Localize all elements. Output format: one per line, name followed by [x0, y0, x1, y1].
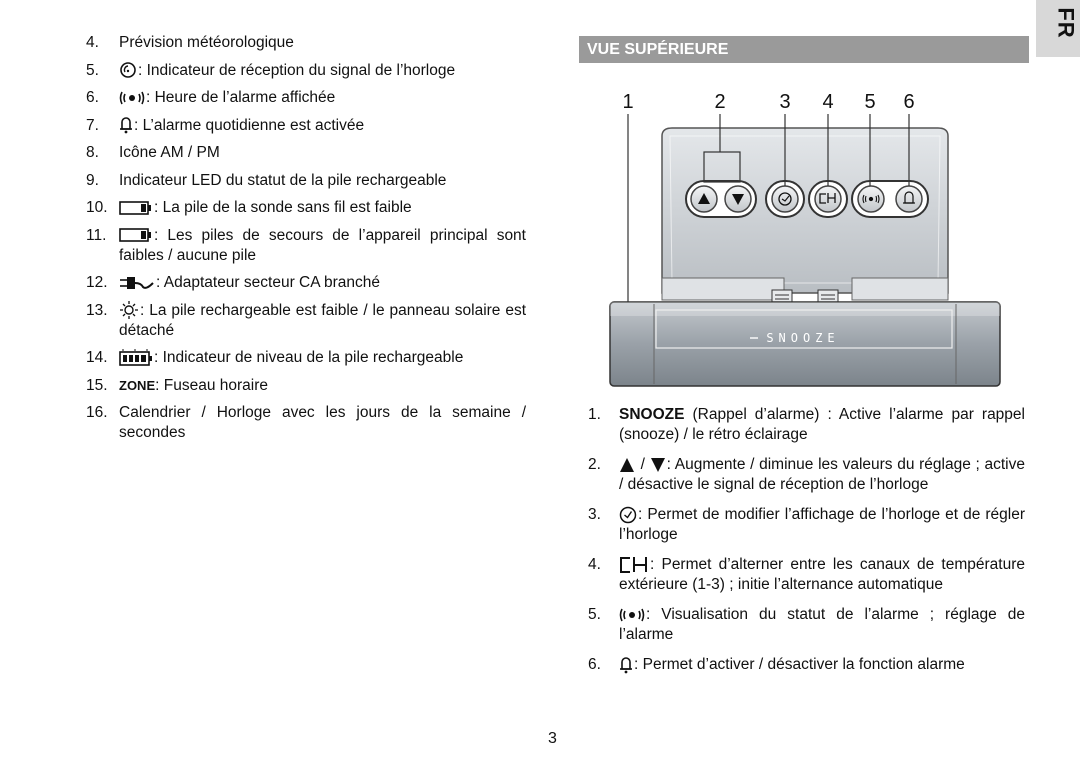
snooze-label: SNOOZE	[766, 331, 840, 345]
item-text: : Permet de modifier l’affichage de l’horloge et de régler l’horloge	[619, 506, 1025, 543]
item-number: 1.	[588, 406, 601, 423]
callout-5: 5	[864, 91, 876, 113]
item-number: 6.	[588, 656, 601, 673]
item-number: 7.	[86, 116, 99, 134]
up-arrow-icon	[619, 457, 635, 473]
item-number: 5.	[588, 606, 601, 623]
arrow-separator: /	[636, 456, 650, 473]
list-item	[86, 88, 526, 108]
battery-low-icon	[119, 200, 153, 216]
list-item	[588, 555, 1025, 595]
list-item	[86, 33, 526, 53]
clock-button[interactable]	[772, 186, 798, 212]
item-number: 6.	[86, 89, 99, 106]
item-number: 3.	[588, 506, 601, 523]
item-number: 4.	[588, 556, 601, 573]
item-number: 8.	[86, 144, 99, 161]
alarm-toggle-button[interactable]	[896, 186, 922, 212]
zone-label: ZONE	[119, 377, 156, 393]
alarm-waves-icon	[619, 607, 645, 623]
language-tab-label: FR	[1053, 7, 1079, 39]
list-item	[86, 348, 526, 368]
item-number: 14.	[86, 349, 108, 366]
list-item	[588, 505, 1025, 545]
list-item	[86, 171, 526, 191]
item-number: 13.	[86, 301, 108, 319]
list-item	[86, 301, 526, 341]
item-text: : Les piles de secours de l’appareil principal sont faibles / aucune pile	[119, 226, 526, 264]
item-text: : La pile rechargeable est faible / le panneau solaire est détaché	[119, 301, 526, 339]
section-header: VUE SUPÉRIEURE	[579, 36, 1029, 63]
clock-icon	[619, 506, 637, 524]
list-item	[86, 403, 526, 443]
list-item	[86, 226, 526, 266]
item-text: : Fuseau horaire	[155, 376, 268, 394]
item-text: : Visualisation du statut de l’alarme ; réglage de l’alarme	[619, 606, 1025, 643]
list-item	[588, 605, 1025, 645]
item-text: : Heure de l’alarme affichée	[146, 89, 336, 106]
bell-icon	[119, 116, 133, 134]
radio-signal-icon	[119, 61, 137, 79]
ac-adapter-plug-icon	[119, 275, 155, 291]
alarm-waves-icon	[119, 90, 145, 106]
right-column	[588, 405, 1025, 685]
item-text: Indicateur LED du statut de la pile rechargeable	[119, 171, 447, 189]
language-tab	[1036, 0, 1080, 57]
item-number: 12.	[86, 274, 108, 291]
item-text: Icône AM / PM	[119, 144, 220, 161]
battery-level-icon	[119, 349, 153, 367]
item-text: : Permet d’alterner entre les canaux de température extérieure (1-3) ; initie l’alternance automatique	[619, 556, 1025, 593]
battery-low-icon	[119, 227, 153, 243]
item-text: : Adaptateur secteur CA branché	[156, 274, 381, 291]
list-item	[86, 61, 526, 81]
bell-icon	[619, 656, 633, 674]
item-number: 11.	[86, 226, 107, 244]
item-number: 2.	[588, 456, 601, 473]
callout-1: 1	[622, 91, 634, 113]
list-item	[588, 455, 1025, 495]
item-text: Prévision météorologique	[119, 34, 294, 51]
list-item	[86, 198, 526, 218]
item-number: 9.	[86, 171, 99, 189]
item-number: 10.	[86, 199, 108, 216]
callout-6: 6	[903, 91, 915, 113]
channel-icon	[619, 556, 649, 574]
item-text: : Permet d’activer / désactiver la fonction alarme	[634, 656, 965, 673]
device-top-view-diagram	[600, 88, 1020, 394]
page-number: 3	[548, 730, 557, 747]
down-arrow-icon	[650, 457, 666, 473]
item-text: : Augmente / diminue les valeurs du réglage ; active / désactive le signal de réception de l’horloge	[619, 456, 1026, 493]
list-item	[86, 273, 526, 293]
item-text: : L’alarme quotidienne est activée	[134, 116, 365, 134]
list-item	[588, 655, 1025, 675]
item-number: 16.	[86, 404, 108, 421]
callout-2: 2	[714, 91, 726, 113]
callout-3: 3	[779, 91, 791, 113]
item-number: 5.	[86, 61, 99, 79]
list-item	[86, 143, 526, 163]
snooze-keyword: SNOOZE	[619, 406, 685, 423]
list-item	[86, 116, 526, 136]
item-text: : La pile de la sonde sans fil est faible	[154, 199, 412, 216]
list-item	[86, 376, 526, 396]
item-number: 4.	[86, 34, 99, 51]
item-text: : Indicateur de réception du signal de l’horloge	[138, 61, 456, 79]
item-text: Calendrier / Horloge avec les jours de la semaine / secondes	[119, 404, 526, 441]
callout-4: 4	[822, 91, 834, 113]
item-text: (Rappel d’alarme) : Active l’alarme par rappel (snooze) / le rétro éclairage	[619, 406, 1025, 443]
item-text: : Indicateur de niveau de la pile rechargeable	[154, 349, 464, 366]
sun-icon	[119, 301, 139, 319]
list-item	[588, 405, 1025, 445]
item-number: 15.	[86, 376, 108, 394]
left-column	[86, 33, 526, 451]
